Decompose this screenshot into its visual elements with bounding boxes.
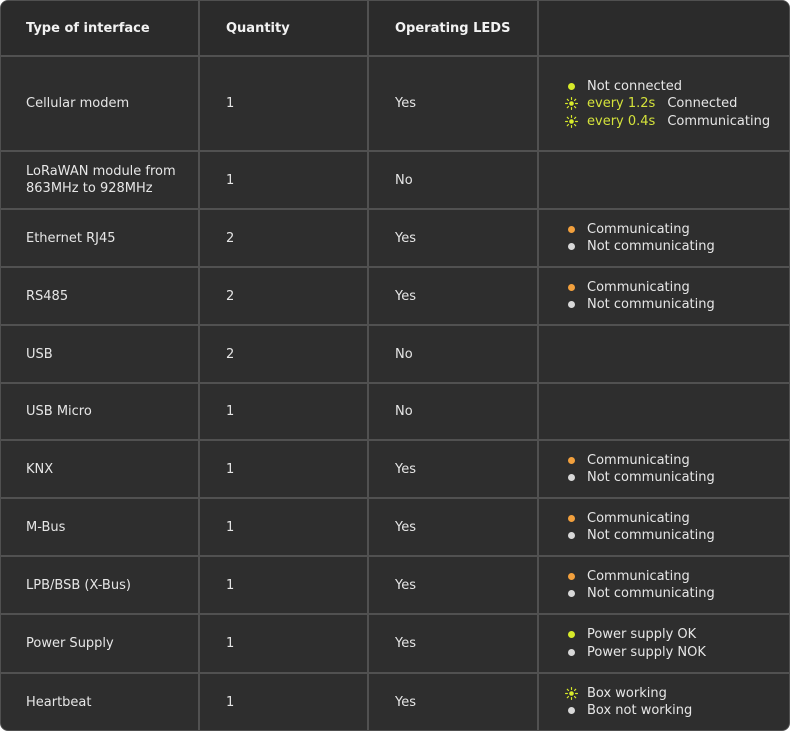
led-state xyxy=(568,279,690,297)
led-dot-icon xyxy=(568,83,575,90)
operating-leds-cell: Yes xyxy=(367,268,537,324)
table-row xyxy=(1,557,789,613)
led-dot-icon xyxy=(568,226,575,233)
interface-type-cell: KNX xyxy=(26,461,54,477)
led-state-label: Communicating xyxy=(587,279,690,295)
led-state-label: Communicating xyxy=(587,221,690,237)
interface-type-cell: LPB/BSB (X-Bus) xyxy=(26,577,131,593)
table-row xyxy=(1,615,789,672)
interface-type-cell: LoRaWAN module from 863MHz to 928MHz xyxy=(26,164,176,196)
quantity-cell: 2 xyxy=(198,268,367,324)
interface-type-cell: Ethernet RJ45 xyxy=(26,230,116,246)
led-state xyxy=(568,112,770,130)
table-row xyxy=(1,441,789,497)
led-state-label: Box not working xyxy=(587,703,693,719)
quantity-cell: 1 xyxy=(198,499,367,555)
led-state-label: Communicating xyxy=(587,568,690,584)
table-row xyxy=(1,152,789,208)
operating-leds-cell: Yes xyxy=(367,615,537,672)
operating-leds-cell: Yes xyxy=(367,441,537,497)
interface-type-cell: Heartbeat xyxy=(26,694,92,710)
header-operating-leds: Operating LEDS xyxy=(367,1,537,55)
led-dot-icon xyxy=(568,631,575,638)
blinking-led-icon xyxy=(565,115,578,128)
led-state xyxy=(568,95,737,113)
table-row xyxy=(1,210,789,266)
interface-type-cell: USB Micro xyxy=(26,404,92,419)
table-row xyxy=(1,268,789,324)
quantity-cell: 1 xyxy=(198,615,367,672)
interface-type-cell: USB xyxy=(26,346,53,362)
led-state-label: Communicating xyxy=(587,452,690,468)
table-row xyxy=(1,384,789,439)
led-state-label: Not communicating xyxy=(587,470,715,486)
led-state xyxy=(568,77,682,95)
led-state xyxy=(568,221,690,239)
led-dot-icon xyxy=(568,457,575,464)
table-row xyxy=(1,499,789,555)
quantity-cell: 1 xyxy=(198,152,367,208)
operating-leds-cell: Yes xyxy=(367,557,537,613)
led-state-label: Not communicating xyxy=(587,297,715,313)
led-state xyxy=(568,702,692,720)
interface-type-cell: RS485 xyxy=(26,288,69,304)
quantity-cell: 1 xyxy=(198,57,367,150)
led-dot-icon xyxy=(568,573,575,580)
led-state xyxy=(568,296,715,314)
led-state-label: Not connected xyxy=(587,78,682,94)
led-states-cell xyxy=(537,499,789,555)
led-dot-icon xyxy=(568,515,575,522)
header-led-states xyxy=(537,1,789,55)
quantity-cell: 1 xyxy=(198,441,367,497)
blinking-led-icon xyxy=(565,687,578,700)
led-state xyxy=(568,568,690,586)
quantity-cell: 1 xyxy=(198,674,367,730)
led-state xyxy=(568,238,715,256)
led-state-label: Not communicating xyxy=(587,528,715,544)
led-state xyxy=(568,469,715,487)
table-header-row xyxy=(1,1,789,55)
quantity-cell: 2 xyxy=(198,210,367,266)
blink-interval: every 0.4s xyxy=(587,113,656,129)
led-state xyxy=(568,685,667,703)
led-state xyxy=(568,452,690,470)
table-row xyxy=(1,326,789,382)
interface-type-cell: M-Bus xyxy=(26,519,66,535)
led-states-cell xyxy=(537,152,789,208)
header-quantity: Quantity xyxy=(198,1,367,55)
header-type-of-interface: Type of interface xyxy=(1,1,198,55)
led-state-label: Not communicating xyxy=(587,239,715,255)
blinking-led-icon xyxy=(565,97,578,110)
led-dot-icon xyxy=(568,243,575,250)
led-state-label: Communicating xyxy=(667,113,771,129)
led-dot-icon xyxy=(568,284,575,291)
led-states-cell xyxy=(537,674,789,730)
led-state xyxy=(568,644,706,662)
operating-leds-cell: No xyxy=(367,152,537,208)
led-states-cell xyxy=(537,268,789,324)
led-dot-icon xyxy=(568,474,575,481)
interface-type-cell: Cellular modem xyxy=(26,96,130,111)
quantity-cell: 2 xyxy=(198,326,367,382)
led-state xyxy=(568,510,690,528)
led-states-cell xyxy=(537,384,789,439)
table-row xyxy=(1,57,789,150)
led-state-label: Power supply OK xyxy=(587,627,697,643)
led-state xyxy=(568,626,696,644)
interface-type-cell: Power Supply xyxy=(26,636,114,651)
operating-leds-cell: Yes xyxy=(367,210,537,266)
led-dot-icon xyxy=(568,301,575,308)
led-state-label: Box working xyxy=(587,685,667,701)
quantity-cell: 1 xyxy=(198,384,367,439)
blink-interval: every 1.2s xyxy=(587,96,656,111)
led-dot-icon xyxy=(568,590,575,597)
led-dot-icon xyxy=(568,532,575,539)
table-row xyxy=(1,674,789,730)
operating-leds-cell: Yes xyxy=(367,499,537,555)
led-state-label: Connected xyxy=(667,96,738,111)
led-state xyxy=(568,527,715,545)
led-states-cell xyxy=(537,326,789,382)
led-state-label: Not communicating xyxy=(587,586,715,602)
led-dot-icon xyxy=(568,707,575,714)
led-state-label: Power supply NOK xyxy=(587,644,706,660)
led-states-cell xyxy=(537,210,789,266)
led-state-label: Communicating xyxy=(587,510,690,526)
quantity-cell: 1 xyxy=(198,557,367,613)
led-states-cell xyxy=(537,557,789,613)
led-states-cell xyxy=(537,441,789,497)
led-state xyxy=(568,585,715,603)
led-states-cell xyxy=(537,57,789,150)
led-dot-icon xyxy=(568,649,575,656)
operating-leds-cell: No xyxy=(367,384,537,439)
operating-leds-cell: Yes xyxy=(367,674,537,730)
operating-leds-cell: Yes xyxy=(367,57,537,150)
led-states-cell xyxy=(537,615,789,672)
operating-leds-cell: No xyxy=(367,326,537,382)
